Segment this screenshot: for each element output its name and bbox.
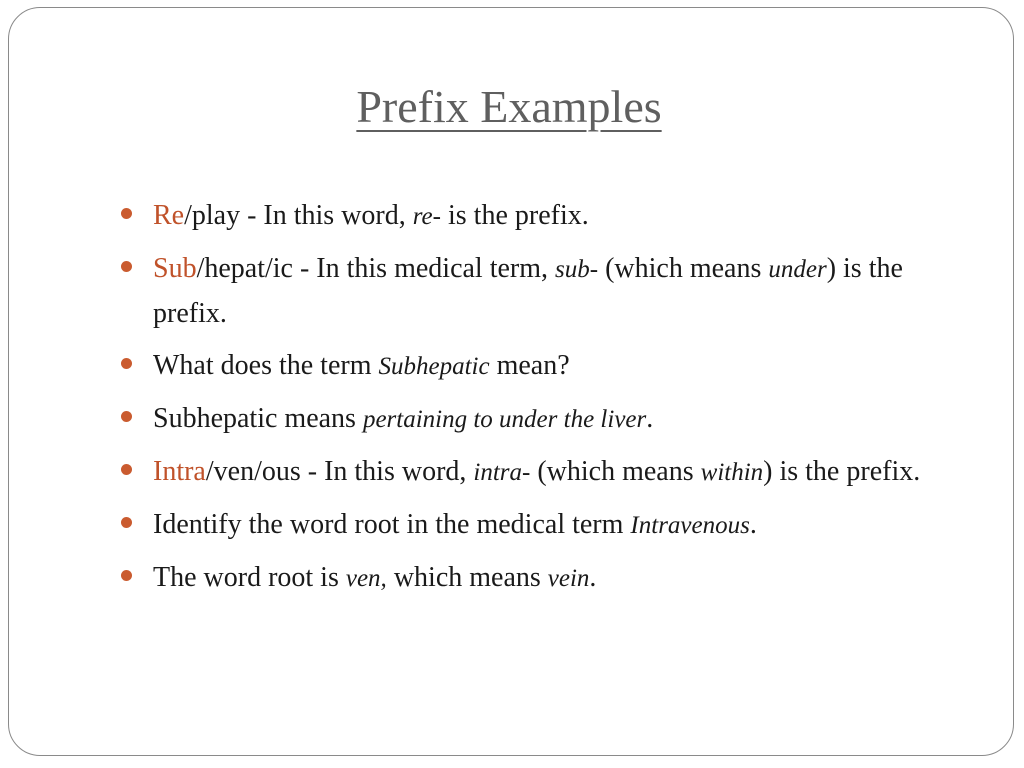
bullet-dot-icon bbox=[121, 570, 132, 581]
bullet-text-tail: . bbox=[749, 509, 757, 540]
bullet-dot-icon bbox=[121, 464, 132, 475]
bullet-text-mid: (which means bbox=[530, 456, 701, 487]
bullet-dot-icon bbox=[121, 358, 132, 369]
italic-term: intra- bbox=[473, 459, 531, 486]
bullet-dot-icon bbox=[121, 517, 132, 528]
bullet-item-question-subhepatic bbox=[121, 344, 951, 389]
bullet-item-replay bbox=[121, 194, 951, 239]
prefix-term: Intra bbox=[153, 456, 206, 487]
bullet-text: Identify the word root in the medical term bbox=[153, 509, 631, 540]
italic-term: pertaining to under the liver bbox=[362, 406, 647, 433]
slide-frame bbox=[8, 7, 1014, 756]
bullet-text-tail: . bbox=[646, 403, 654, 434]
italic-term-meaning: under bbox=[768, 256, 827, 283]
bullet-text-tail: is the prefix. bbox=[440, 200, 589, 231]
bullet-item-subhepatic bbox=[121, 247, 951, 336]
bullet-text-mid: (which means bbox=[598, 253, 769, 284]
bullet-text: The word root is bbox=[153, 562, 346, 593]
italic-term-meaning: vein bbox=[547, 565, 590, 592]
italic-term-meaning: within bbox=[700, 459, 764, 486]
bullet-item-answer-subhepatic bbox=[121, 397, 951, 442]
bullet-text-tail: mean? bbox=[489, 350, 570, 381]
bullet-item-intravenous bbox=[121, 450, 951, 495]
bullet-text-tail: ) is the prefix. bbox=[153, 253, 903, 329]
bullet-text-mid: which means bbox=[386, 562, 548, 593]
bullet-text: /play - In this word, bbox=[184, 200, 413, 231]
bullet-list bbox=[121, 194, 951, 609]
italic-term: Intravenous bbox=[630, 512, 750, 539]
prefix-term: Sub bbox=[153, 253, 197, 284]
italic-term: ven, bbox=[345, 565, 387, 592]
bullet-item-question-root bbox=[121, 503, 951, 548]
bullet-dot-icon bbox=[121, 261, 132, 272]
bullet-text: /hepat/ic - In this medical term, bbox=[196, 253, 556, 284]
bullet-item-answer-root bbox=[121, 556, 951, 601]
bullet-text-tail: ) is the prefix. bbox=[763, 456, 921, 487]
bullet-dot-icon bbox=[121, 411, 132, 422]
prefix-term: Re bbox=[153, 200, 185, 231]
bullet-text-tail: . bbox=[589, 562, 597, 593]
slide-title: Prefix Examples bbox=[356, 81, 662, 132]
bullet-dot-icon bbox=[121, 208, 132, 219]
bullet-text: Subhepatic means bbox=[153, 403, 363, 434]
bullet-text: What does the term bbox=[153, 350, 379, 381]
italic-term: Subhepatic bbox=[378, 353, 490, 380]
bullet-text: /ven/ous - In this word, bbox=[205, 456, 474, 487]
italic-term: re- bbox=[412, 203, 441, 230]
italic-term: sub- bbox=[555, 256, 599, 283]
